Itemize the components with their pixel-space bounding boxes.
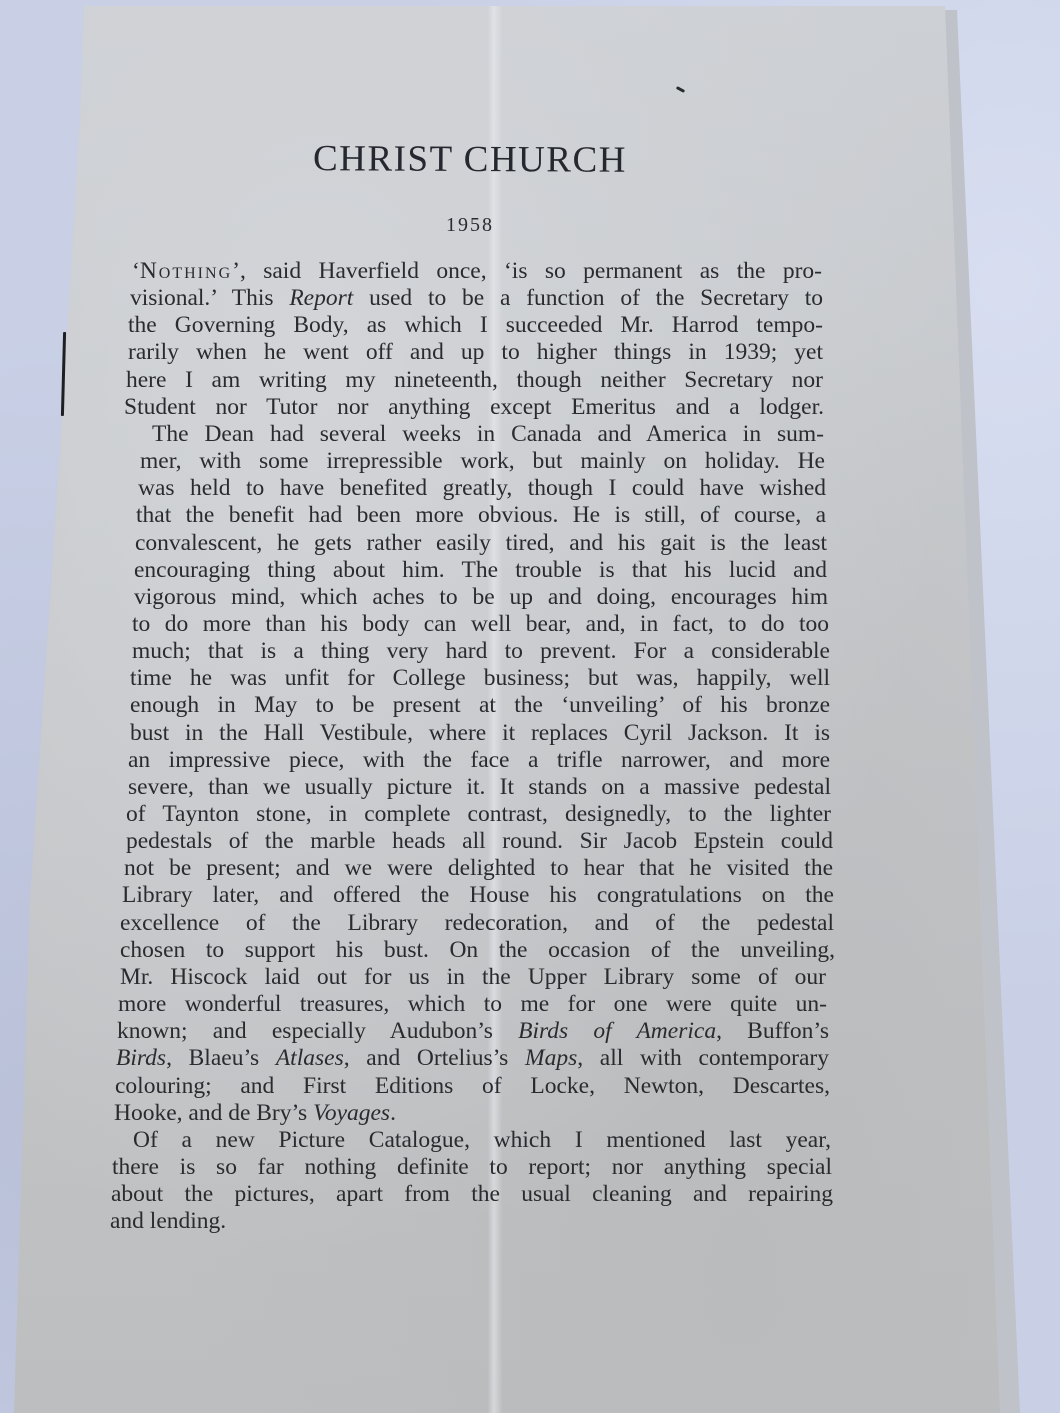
text-run: more wonderful treasures, which to me for one were quite un- <box>118 991 827 1018</box>
italic-text: Atlases <box>275 1045 344 1072</box>
text-run: , Buffon’s <box>716 1018 829 1045</box>
text-run: severe, than we usually picture it. It stands on a massive pedestal <box>128 773 831 800</box>
text-line <box>132 258 822 285</box>
text-line <box>140 448 825 475</box>
text-run: ’, said Haverfield once, ‘is so permanent as the pro- <box>232 258 822 284</box>
text-run: pedestals of the marble heads all round. Sir Jacob Epstein could <box>126 828 833 855</box>
text-line <box>115 1073 830 1100</box>
text-line <box>122 882 834 909</box>
text-line <box>133 1127 831 1154</box>
italic-text: Birds of America <box>518 1018 717 1045</box>
text-run: that the benefit had been more obvious. He is still, of course, a <box>136 502 826 529</box>
small-caps-text: Nothing <box>139 258 233 284</box>
text-run: convalescent, he gets rather easily tired, and his gait is the least <box>135 529 827 556</box>
text-run: enough in May to be present at the ‘unveiling’ of his bronze <box>130 692 830 719</box>
text-run: to do more than his body can well bear, and, in fact, to do too <box>132 610 829 637</box>
text-run: here I am writing my nineteenth, though neither Secretary nor <box>126 366 823 393</box>
italic-text: Report <box>289 285 354 312</box>
text-run: there is so far nothing definite to report; nor anything special <box>112 1153 832 1180</box>
text-line <box>130 720 830 747</box>
text-run: , all with contemporary <box>577 1045 829 1072</box>
text-run: of Taynton stone, in complete contrast, designedly, to the lighter <box>126 801 831 827</box>
text-run: mer, with some irrepressible work, but mainly on holiday. He <box>140 448 825 475</box>
text-line <box>116 1045 829 1072</box>
text-line <box>124 394 824 421</box>
text-line <box>111 1181 833 1208</box>
text-run: Hooke, and de Bry’s <box>114 1099 314 1126</box>
text-line <box>126 828 833 855</box>
text-run: The Dean had several weeks in Canada and America in sum- <box>152 420 824 447</box>
text-run: Student nor Tutor nor anything except Emeritus and a lodger. <box>124 393 824 420</box>
text-run: visional.’ This <box>130 285 290 312</box>
text-run: Of a new Picture Catalogue, which I mentioned last year, <box>133 1126 831 1153</box>
italic-text: Birds <box>116 1045 167 1072</box>
text-line <box>132 638 830 665</box>
text-run: , Blaeu’s <box>166 1045 276 1072</box>
text-line <box>152 421 824 448</box>
text-run: not be present; and we were delighted to hear that he visited the <box>124 855 833 882</box>
text-line <box>110 1208 226 1235</box>
text-run: and lending. <box>110 1208 227 1235</box>
text-line <box>128 339 823 366</box>
text-line <box>132 611 829 638</box>
text-run: known; and especially Audubon’s <box>117 1018 519 1045</box>
text-run: time he was unfit for College business; but was, happily, well <box>130 665 830 692</box>
italic-text: Voyages <box>313 1099 391 1126</box>
text-run: chosen to support his bust. On the occasion of the unveiling, <box>120 936 835 963</box>
text-line <box>120 964 826 991</box>
italic-text: Maps <box>525 1045 578 1072</box>
text-run: was held to have benefited greatly, though I could have wished <box>138 475 826 502</box>
text-line <box>120 937 835 964</box>
text-line <box>130 692 830 719</box>
text-run: the Governing Body, as which I succeeded Mr. Harrod tempo- <box>128 312 823 339</box>
text-line <box>120 910 834 937</box>
text-line <box>128 774 831 801</box>
page-title: CHRIST CHURCH <box>312 138 628 181</box>
text-line <box>114 1100 396 1127</box>
text-line <box>135 530 827 557</box>
text-run: much; that is a thing very hard to prevent. For a considerable <box>132 638 830 665</box>
text-line <box>112 1154 832 1181</box>
text-line <box>136 502 826 529</box>
text-run: ‘ <box>132 258 140 284</box>
text-line <box>138 475 826 502</box>
text-run: . <box>390 1099 396 1126</box>
text-run: Library later, and offered the House his congratulations on the <box>122 882 834 909</box>
text-line <box>128 747 830 774</box>
text-run: vigorous mind, which aches to be up and doing, encourages him <box>134 583 828 610</box>
text-run: rarily when he went off and up to higher things in 1939; yet <box>128 339 823 366</box>
text-line <box>118 991 827 1018</box>
text-run: colouring; and First Editions of Locke, Newton, Descartes, <box>115 1072 830 1099</box>
text-line <box>134 557 827 584</box>
text-run: encouraging thing about him. The trouble is that his lucid and <box>134 556 827 583</box>
text-line <box>117 1018 829 1045</box>
text-run: bust in the Hall Vestibule, where it replaces Cyril Jackson. It is <box>130 719 830 746</box>
text-line <box>130 285 823 312</box>
text-line <box>126 801 831 828</box>
document-year: 1958 <box>446 214 494 236</box>
text-run: , and Ortelius’s <box>343 1045 525 1072</box>
text-run: about the pictures, apart from the usual cleaning and repairing <box>111 1181 833 1208</box>
text-line <box>124 855 833 882</box>
text-line <box>126 367 823 394</box>
text-line <box>134 584 828 611</box>
text-line <box>128 312 823 339</box>
text-line <box>130 665 830 692</box>
text-run: an impressive piece, with the face a trifle narrower, and more <box>128 746 830 773</box>
text-run: Mr. Hiscock laid out for us in the Upper Library some of our <box>120 963 826 990</box>
text-run: excellence of the Library redecoration, and of the pedestal <box>120 909 834 936</box>
text-run: used to be a function of the Secretary to <box>353 285 823 312</box>
